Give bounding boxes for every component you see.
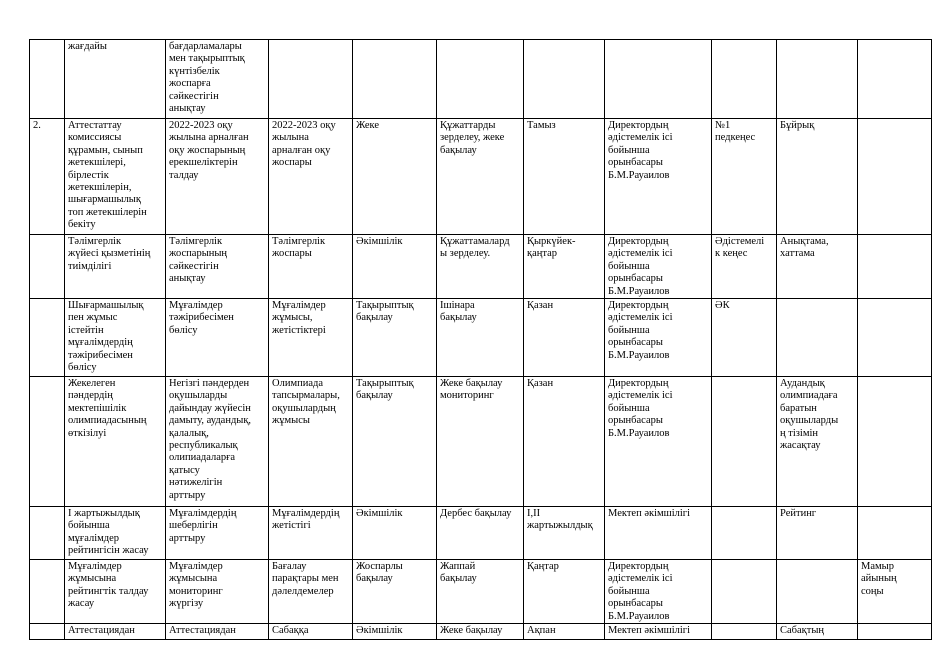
table-cell: Әкімшілік (353, 235, 437, 299)
table-cell (30, 235, 65, 299)
table-cell: Мамыр айының соңы (858, 560, 932, 624)
table-cell (858, 235, 932, 299)
table-cell (858, 624, 932, 640)
table-cell: жағдайы (65, 40, 166, 119)
table-cell (353, 40, 437, 119)
table-cell: бағдарламалары мен тақырыптық күнтізбелік жоспарға сәйкестігін анықтау (166, 40, 269, 119)
table-cell: Мұғалімдер жұмысына рейтингтік талдау жасау (65, 560, 166, 624)
table-cell (437, 40, 524, 119)
table-cell: ӘК (712, 299, 777, 377)
table-cell (858, 507, 932, 560)
table-cell: Қаңтар (524, 560, 605, 624)
table-row (30, 624, 932, 640)
table-cell (858, 377, 932, 507)
table-cell: Бағалау парақтары мен дәлелдемелер (269, 560, 353, 624)
table-cell: Әкімшілік (353, 507, 437, 560)
table-cell: Құжаттамалард ы зерделеу. (437, 235, 524, 299)
table-cell: І,ІІ жартыжылдық (524, 507, 605, 560)
table-cell: Жоспарлы бақылау (353, 560, 437, 624)
table-cell: Мұғалімдер тәжірибесімен бөлісу (166, 299, 269, 377)
table-cell (712, 507, 777, 560)
table-cell: 2. (30, 119, 65, 235)
table-cell: Жекелеген пәндердің мектепішілік олимпиадасының өткізілуі (65, 377, 166, 507)
table-cell (777, 560, 858, 624)
table-cell: Дербес бақылау (437, 507, 524, 560)
table-cell: Директордың әдістемелік ісі бойынша орынбасары Б.М.Рауаилов (605, 299, 712, 377)
table-cell (30, 299, 65, 377)
table-cell: Сабаққа (269, 624, 353, 640)
table-row (30, 40, 932, 119)
table-cell: Мұғалімдердің жетістігі (269, 507, 353, 560)
table-cell: Аттестациядан (65, 624, 166, 640)
table-cell (30, 40, 65, 119)
table-cell: 2022-2023 оқу жылына арналған оқу жоспарының ерекшеліктерін талдау (166, 119, 269, 235)
table-cell: Шығармашылық пен жұмыс істейтін мұғалімдердің тәжірибесімен бөлісу (65, 299, 166, 377)
table-cell (269, 40, 353, 119)
table-cell: Директордың әдістемелік ісі бойынша орынбасары Б.М.Рауаилов (605, 377, 712, 507)
table-cell: Жеке бақылау (437, 624, 524, 640)
table-cell (30, 507, 65, 560)
table-cell: Жеке бақылау мониторинг (437, 377, 524, 507)
table-cell (30, 377, 65, 507)
table-cell (30, 560, 65, 624)
table-cell: Директордың әдістемелік ісі бойынша орынбасары Б.М.Рауаилов (605, 235, 712, 299)
table-cell (712, 40, 777, 119)
table-cell (777, 299, 858, 377)
table-cell: Мұғалімдер жұмысына мониторинг жүргізу (166, 560, 269, 624)
table-cell: Директордың әдістемелік ісі бойынша орынбасары Б.М.Рауаилов (605, 560, 712, 624)
table-cell: Аттестациядан (166, 624, 269, 640)
table-cell: Тәлімгерлік жоспары (269, 235, 353, 299)
table-cell: Негізгі пәндерден оқушыларды дайындау жүйесін дамыту, аудандық, қалалық, республикалық олипиадаларға қатысу нәтижелігін арттыру (166, 377, 269, 507)
table-cell: Тақырыптық бақылау (353, 299, 437, 377)
table-row (30, 560, 932, 624)
table-cell: Мұғалімдер жұмысы, жетістіктері (269, 299, 353, 377)
table-cell: Жаппай бақылау (437, 560, 524, 624)
table-cell: Директордың әдістемелік ісі бойынша орынбасары Б.М.Рауаилов (605, 119, 712, 235)
table-cell: Мұғалімдердің шеберлігін арттыру (166, 507, 269, 560)
table-row (30, 235, 932, 299)
table-cell (858, 119, 932, 235)
table-cell (777, 40, 858, 119)
table-cell: Тақырыптық бақылау (353, 377, 437, 507)
table-row (30, 377, 932, 507)
table-cell: №1 педкеңес (712, 119, 777, 235)
table-cell: Мектеп әкімшілігі (605, 624, 712, 640)
table-cell: Сабақтың (777, 624, 858, 640)
table-cell: Мектеп әкімшілігі (605, 507, 712, 560)
table-cell (858, 40, 932, 119)
table-cell: Әдістемелі к кеңес (712, 235, 777, 299)
table-cell (712, 377, 777, 507)
table-row (30, 119, 932, 235)
table-cell: І жартыжылдық бойынша мұғалімдер рейтингісін жасау (65, 507, 166, 560)
table-cell: Ішінара бақылау (437, 299, 524, 377)
table-cell: Ақпан (524, 624, 605, 640)
table-cell: Қазан (524, 377, 605, 507)
table-cell (524, 40, 605, 119)
table-cell (30, 624, 65, 640)
table-row (30, 507, 932, 560)
table-cell: Тәлімгерлік жүйесі қызметінің тиімділігі (65, 235, 166, 299)
table-cell: Құжаттарды зерделеу, жеке бақылау (437, 119, 524, 235)
table-cell: Қазан (524, 299, 605, 377)
table-cell: Қыркүйек- қаңтар (524, 235, 605, 299)
table-cell (712, 560, 777, 624)
table-cell: Бұйрық (777, 119, 858, 235)
table-cell (858, 299, 932, 377)
table-cell: Аттестаттау комиссиясы құрамын, сынып жетекшілері, бірлестік жетекшілерін, шығармашылық топ жетекшілерін бекіту (65, 119, 166, 235)
table-cell: Аудандық олимпиадаға баратын оқушыларды ң тізімін жасақтау (777, 377, 858, 507)
table-cell (712, 624, 777, 640)
table-row (30, 299, 932, 377)
table-cell (605, 40, 712, 119)
table-cell: Тамыз (524, 119, 605, 235)
table-cell: Рейтинг (777, 507, 858, 560)
table-cell: Олимпиада тапсырмалары, оқушылардың жұмысы (269, 377, 353, 507)
table-cell: Анықтама, хаттама (777, 235, 858, 299)
table-cell: Әкімшілік (353, 624, 437, 640)
plan-table (29, 39, 932, 640)
table-cell: 2022-2023 оқу жылына арналған оқу жоспары (269, 119, 353, 235)
table-cell: Тәлімгерлік жоспарының сәйкестігін анықтау (166, 235, 269, 299)
table-cell: Жеке (353, 119, 437, 235)
